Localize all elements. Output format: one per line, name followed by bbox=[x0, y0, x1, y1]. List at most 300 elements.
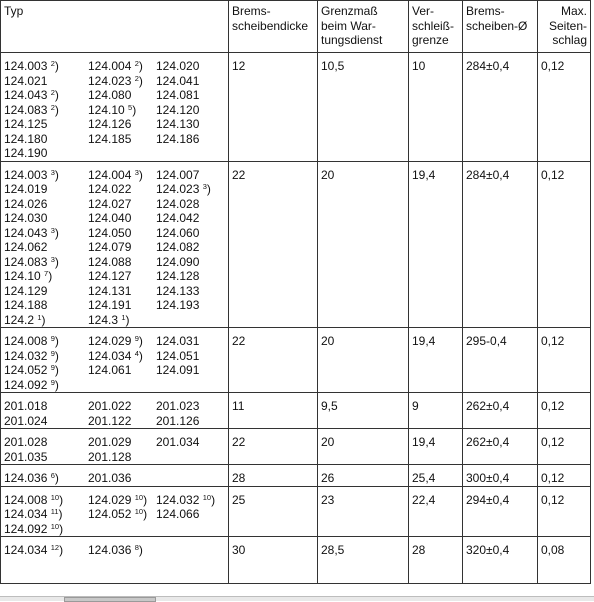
type-code bbox=[4, 450, 88, 465]
type-list bbox=[4, 334, 225, 392]
footnote-marker: 11 bbox=[50, 507, 59, 516]
type-code bbox=[4, 226, 88, 241]
table-row bbox=[1, 161, 591, 328]
type-code bbox=[156, 255, 226, 270]
type-code-number: 124.007 bbox=[156, 167, 200, 182]
cell-versch: 9 bbox=[409, 393, 463, 429]
cell-dicke: 11 bbox=[229, 393, 318, 429]
footnote-marker: 10 bbox=[134, 492, 144, 502]
cell-grenz: 26 bbox=[318, 465, 409, 487]
type-code bbox=[88, 168, 156, 183]
type-code-number: 124.040 bbox=[88, 211, 132, 225]
type-code bbox=[4, 132, 88, 147]
type-code bbox=[88, 435, 156, 450]
footnote-paren: ) bbox=[211, 492, 216, 507]
cell-grenz: 20 bbox=[318, 328, 409, 393]
table-body bbox=[1, 53, 591, 584]
footnote-paren: ) bbox=[54, 225, 59, 240]
footnote-paren: ) bbox=[138, 73, 143, 88]
type-code bbox=[4, 197, 88, 212]
type-code bbox=[156, 284, 226, 299]
type-code bbox=[88, 103, 156, 118]
footnote-paren: ) bbox=[138, 59, 143, 73]
footnote-paren: ) bbox=[54, 167, 59, 182]
footnote-paren: ) bbox=[138, 543, 143, 557]
type-code bbox=[88, 334, 156, 349]
type-code bbox=[88, 298, 156, 313]
type-code bbox=[4, 88, 88, 103]
type-code-number: 201.023 bbox=[156, 399, 200, 413]
type-code bbox=[88, 471, 156, 486]
type-code bbox=[156, 269, 226, 284]
type-code bbox=[4, 59, 88, 74]
type-code-number: 124.003 bbox=[4, 59, 48, 73]
footnote-marker: 8 bbox=[134, 543, 139, 552]
type-code bbox=[4, 543, 88, 558]
header-typ-label: Typ bbox=[4, 4, 24, 18]
table-row bbox=[1, 486, 591, 537]
footnote-paren: ) bbox=[143, 492, 148, 507]
cell-grenz: 20 bbox=[318, 161, 409, 328]
type-code-number: 124.185 bbox=[88, 131, 132, 146]
type-list-cell bbox=[1, 537, 229, 584]
header-schlag bbox=[538, 1, 591, 53]
type-code bbox=[88, 211, 156, 226]
type-code-number: 124.083 bbox=[4, 102, 48, 117]
type-code bbox=[4, 182, 88, 197]
header-versch bbox=[409, 1, 463, 53]
type-code bbox=[156, 298, 226, 313]
type-code-number: 124.036 bbox=[4, 471, 48, 485]
type-code-number: 124.130 bbox=[156, 117, 200, 131]
cell-grenz: 10,5 bbox=[318, 53, 409, 162]
type-code-number: 124.032 bbox=[156, 492, 200, 507]
footnote-marker: 1 bbox=[121, 312, 126, 322]
footnote-marker: 5 bbox=[128, 102, 133, 112]
header-typ bbox=[1, 1, 229, 53]
footnote-paren: ) bbox=[206, 182, 211, 196]
type-code bbox=[156, 435, 226, 450]
type-code bbox=[4, 378, 88, 393]
footnote-marker: 6 bbox=[50, 471, 55, 480]
footnote-marker: 2 bbox=[50, 59, 55, 68]
cell-dicke: 25 bbox=[229, 486, 318, 537]
type-code bbox=[88, 88, 156, 103]
footnote-marker: 9 bbox=[50, 377, 55, 387]
type-code bbox=[4, 363, 88, 378]
type-code-number: 124.079 bbox=[88, 240, 132, 254]
cell-versch: 19,4 bbox=[409, 161, 463, 328]
type-code bbox=[156, 226, 226, 241]
type-code-number: 201.122 bbox=[88, 413, 132, 428]
type-code-number: 124.031 bbox=[156, 334, 200, 348]
type-code-number: 201.035 bbox=[4, 449, 48, 464]
type-code-number: 124.052 bbox=[88, 507, 132, 521]
type-code bbox=[4, 284, 88, 299]
cell-versch: 25,4 bbox=[409, 465, 463, 487]
type-code-number: 124.10 bbox=[88, 102, 125, 117]
footnote-paren: ) bbox=[41, 312, 46, 327]
type-list bbox=[4, 493, 225, 537]
cell-dicke: 22 bbox=[229, 429, 318, 465]
footnote-marker: 10 bbox=[50, 492, 60, 502]
header-versch-line: grenze bbox=[412, 33, 449, 47]
footnote-marker: 10 bbox=[134, 507, 144, 516]
type-code bbox=[4, 414, 88, 429]
type-code-number: 124.028 bbox=[156, 196, 200, 211]
table-row bbox=[1, 429, 591, 465]
type-code bbox=[4, 471, 88, 486]
type-list-cell bbox=[1, 328, 229, 393]
type-code bbox=[4, 522, 88, 537]
cell-schlag: 0,12 bbox=[538, 486, 591, 537]
footnote-marker: 2 bbox=[50, 102, 55, 112]
cell-versch: 10 bbox=[409, 53, 463, 162]
footnote-paren: ) bbox=[125, 312, 130, 327]
table-row bbox=[1, 53, 591, 162]
type-list-cell bbox=[1, 486, 229, 537]
type-code-number: 124.030 bbox=[4, 211, 48, 225]
type-code-number: 124.008 bbox=[4, 334, 48, 348]
cell-durch: 284±0,4 bbox=[463, 53, 538, 162]
type-code-number: 124.032 bbox=[4, 348, 48, 363]
type-code bbox=[156, 182, 226, 197]
header-dicke bbox=[229, 1, 318, 53]
type-code-number: 201.028 bbox=[4, 435, 48, 449]
footnote-marker: 12 bbox=[50, 543, 60, 552]
type-code-number: 124.027 bbox=[88, 196, 132, 211]
cell-grenz: 9,5 bbox=[318, 393, 409, 429]
type-code-number: 124.004 bbox=[88, 167, 132, 182]
footnote-marker: 3 bbox=[134, 167, 139, 177]
type-code-number: 124.188 bbox=[4, 298, 48, 312]
type-code-number: 124.066 bbox=[156, 507, 200, 521]
type-code-number: 124.193 bbox=[156, 298, 200, 312]
footnote-paren: ) bbox=[54, 102, 59, 117]
cell-versch: 19,4 bbox=[409, 429, 463, 465]
type-code-number: 124.020 bbox=[156, 59, 200, 73]
footnote-paren: ) bbox=[54, 471, 59, 485]
footnote-marker: 9 bbox=[50, 363, 55, 372]
type-code-number: 201.024 bbox=[4, 413, 48, 428]
cell-schlag: 0,12 bbox=[538, 429, 591, 465]
type-code-number: 124.083 bbox=[4, 254, 48, 269]
type-code-number: 124.004 bbox=[88, 59, 132, 73]
footnote-marker: 9 bbox=[134, 334, 139, 343]
footnote-marker: 2 bbox=[134, 73, 139, 83]
type-code-number: 124.128 bbox=[156, 269, 200, 283]
type-code-number: 124.029 bbox=[88, 334, 132, 348]
type-code-number: 124.034 bbox=[88, 348, 132, 363]
type-code bbox=[88, 117, 156, 132]
type-code bbox=[4, 146, 88, 161]
footnote-marker: 10 bbox=[202, 492, 212, 502]
cell-durch: 262±0,4 bbox=[463, 393, 538, 429]
type-code-number: 124.131 bbox=[88, 283, 132, 298]
type-code bbox=[4, 117, 88, 132]
type-code bbox=[156, 103, 226, 118]
footnote-marker: 3 bbox=[202, 182, 207, 191]
type-code-number: 124.008 bbox=[4, 492, 48, 507]
cell-versch: 19,4 bbox=[409, 328, 463, 393]
table-row bbox=[1, 393, 591, 429]
type-code bbox=[88, 284, 156, 299]
cell-schlag: 0,12 bbox=[538, 393, 591, 429]
cell-schlag: 0,12 bbox=[538, 161, 591, 328]
type-code bbox=[156, 493, 226, 508]
type-code bbox=[4, 168, 88, 183]
type-code-number: 124.052 bbox=[4, 363, 48, 377]
type-code-number: 124.021 bbox=[4, 73, 48, 88]
type-code bbox=[88, 507, 156, 522]
type-code-number: 124.092 bbox=[4, 377, 48, 392]
type-code-number: 124.120 bbox=[156, 102, 200, 117]
type-list-cell bbox=[1, 161, 229, 328]
type-code-number: 124.043 bbox=[4, 88, 48, 102]
footnote-paren: ) bbox=[54, 88, 59, 102]
header-versch-line: schleiß- bbox=[412, 18, 455, 33]
type-code-number: 124.186 bbox=[156, 131, 200, 146]
type-code-number: 124.034 bbox=[4, 543, 48, 557]
header-durch bbox=[463, 1, 538, 53]
type-code bbox=[4, 103, 88, 118]
header-durch-line: scheiben-Ø bbox=[466, 18, 528, 33]
cell-dicke: 28 bbox=[229, 465, 318, 487]
type-code bbox=[4, 399, 88, 414]
type-code bbox=[156, 117, 226, 132]
footnote-marker: 9 bbox=[50, 334, 55, 343]
footnote-paren: ) bbox=[59, 492, 64, 507]
type-list-cell bbox=[1, 465, 229, 487]
footnote-marker: 2 bbox=[134, 59, 139, 68]
type-code-number: 201.126 bbox=[156, 413, 200, 428]
footnote-paren: ) bbox=[54, 377, 59, 392]
type-code-number: 124.126 bbox=[88, 117, 132, 131]
cell-versch: 28 bbox=[409, 537, 463, 584]
header-grenz-line: Grenzmaß bbox=[321, 4, 378, 18]
type-code-number: 124.003 bbox=[4, 167, 48, 182]
type-code bbox=[156, 211, 226, 226]
type-code bbox=[88, 313, 156, 328]
type-list bbox=[4, 399, 225, 428]
type-code bbox=[4, 255, 88, 270]
footnote-marker: 1 bbox=[37, 312, 42, 322]
type-code-number: 124.190 bbox=[4, 146, 48, 160]
footnote-paren: ) bbox=[138, 348, 143, 363]
header-schlag-line: Seiten- bbox=[548, 18, 587, 33]
type-code-number: 124.092 bbox=[4, 521, 48, 536]
type-code-number: 201.022 bbox=[88, 399, 132, 413]
type-code bbox=[156, 507, 226, 522]
type-code bbox=[4, 435, 88, 450]
type-list bbox=[4, 471, 225, 486]
table-row bbox=[1, 328, 591, 393]
type-code-number: 124.090 bbox=[156, 254, 200, 269]
type-code-number: 124.023 bbox=[88, 73, 132, 88]
table-row bbox=[1, 465, 591, 487]
type-code bbox=[156, 168, 226, 183]
type-code bbox=[156, 399, 226, 414]
type-code-number: 201.029 bbox=[88, 435, 132, 449]
cell-versch: 22,4 bbox=[409, 486, 463, 537]
type-list-cell bbox=[1, 429, 229, 465]
type-code bbox=[88, 240, 156, 255]
cell-schlag: 0,12 bbox=[538, 328, 591, 393]
type-code-number: 124.061 bbox=[88, 363, 132, 377]
header-grenz-line: tungsdienst bbox=[321, 33, 383, 47]
type-code-number: 124.019 bbox=[4, 182, 48, 196]
type-code bbox=[156, 240, 226, 255]
cell-schlag: 0,08 bbox=[538, 537, 591, 584]
type-code-number: 124.026 bbox=[4, 196, 48, 211]
type-code-number: 124.133 bbox=[156, 283, 200, 298]
type-code bbox=[88, 182, 156, 197]
type-code bbox=[88, 132, 156, 147]
type-code-number: 124.129 bbox=[4, 283, 48, 298]
type-list bbox=[4, 59, 225, 161]
cell-grenz: 20 bbox=[318, 429, 409, 465]
type-code-number: 124.082 bbox=[156, 240, 200, 254]
footnote-paren: ) bbox=[48, 269, 53, 283]
type-code bbox=[4, 240, 88, 255]
cell-grenz: 23 bbox=[318, 486, 409, 537]
cell-dicke: 30 bbox=[229, 537, 318, 584]
footnote-marker: 4 bbox=[134, 348, 139, 358]
type-code bbox=[88, 363, 156, 378]
type-code-number: 124.023 bbox=[156, 182, 200, 196]
type-code bbox=[4, 269, 88, 284]
type-list-cell bbox=[1, 393, 229, 429]
type-code bbox=[88, 543, 156, 558]
type-code-number: 124.2 bbox=[4, 312, 35, 327]
type-code-number: 201.018 bbox=[4, 399, 48, 413]
type-code-number: 124.125 bbox=[4, 117, 48, 131]
type-code-number: 124.062 bbox=[4, 240, 48, 254]
cell-durch: 262±0,4 bbox=[463, 429, 538, 465]
type-code bbox=[4, 298, 88, 313]
type-list bbox=[4, 543, 225, 558]
type-code bbox=[4, 349, 88, 364]
cell-schlag: 0,12 bbox=[538, 465, 591, 487]
footnote-marker: 3 bbox=[50, 254, 55, 264]
type-code bbox=[88, 255, 156, 270]
type-code bbox=[156, 88, 226, 103]
footnote-paren: ) bbox=[132, 102, 137, 117]
type-code-number: 201.034 bbox=[156, 435, 200, 449]
type-code-number: 124.127 bbox=[88, 269, 132, 283]
type-code bbox=[88, 399, 156, 414]
type-code-number: 124.081 bbox=[156, 88, 200, 102]
footnote-paren: ) bbox=[54, 348, 59, 363]
footnote-marker: 3 bbox=[50, 167, 55, 177]
type-code bbox=[88, 349, 156, 364]
footnote-paren: ) bbox=[59, 543, 64, 557]
footnote-paren: ) bbox=[54, 363, 59, 377]
type-code bbox=[4, 313, 88, 328]
type-list-cell bbox=[1, 53, 229, 162]
type-code-number: 124.036 bbox=[88, 543, 132, 557]
type-code-number: 124.3 bbox=[88, 312, 119, 327]
type-code-number: 201.128 bbox=[88, 449, 132, 464]
footnote-marker: 2 bbox=[50, 88, 55, 97]
type-code bbox=[88, 197, 156, 212]
footnote-paren: ) bbox=[59, 521, 64, 536]
type-code bbox=[156, 197, 226, 212]
footnote-paren: ) bbox=[54, 334, 59, 348]
type-code bbox=[156, 363, 226, 378]
header-versch-line: Ver- bbox=[412, 4, 435, 18]
type-code bbox=[156, 74, 226, 89]
footnote-paren: ) bbox=[143, 507, 148, 521]
type-code bbox=[88, 414, 156, 429]
type-code-number: 124.180 bbox=[4, 131, 48, 146]
type-code bbox=[156, 59, 226, 74]
type-code bbox=[88, 226, 156, 241]
type-code-number: 124.050 bbox=[88, 225, 132, 240]
type-code-number: 201.036 bbox=[88, 471, 132, 485]
header-dicke-line: Brems- bbox=[232, 4, 271, 18]
type-code-number: 124.051 bbox=[156, 348, 200, 363]
footnote-marker: 10 bbox=[50, 521, 60, 531]
header-row bbox=[1, 1, 591, 53]
cell-dicke: 22 bbox=[229, 161, 318, 328]
header-schlag-line: Max. bbox=[560, 4, 587, 18]
type-list bbox=[4, 168, 225, 328]
type-code bbox=[156, 414, 226, 429]
footnote-paren: ) bbox=[138, 334, 143, 348]
header-grenz bbox=[318, 1, 409, 53]
type-code bbox=[88, 450, 156, 465]
type-code-number: 124.029 bbox=[88, 492, 132, 507]
type-code-number: 124.022 bbox=[88, 182, 132, 196]
type-code bbox=[88, 269, 156, 284]
type-code-number: 124.041 bbox=[156, 73, 200, 88]
type-code bbox=[4, 334, 88, 349]
footnote-paren: ) bbox=[54, 254, 59, 269]
cell-durch: 284±0,4 bbox=[463, 161, 538, 328]
type-code bbox=[4, 74, 88, 89]
cell-dicke: 22 bbox=[229, 328, 318, 393]
footnote-paren: ) bbox=[58, 507, 63, 521]
footnote-marker: 7 bbox=[44, 269, 49, 278]
cell-durch: 295-0,4 bbox=[463, 328, 538, 393]
cell-durch: 300±0,4 bbox=[463, 465, 538, 487]
footnote-marker: 9 bbox=[50, 348, 55, 358]
header-dicke-line: scheibendicke bbox=[232, 18, 309, 33]
cell-durch: 294±0,4 bbox=[463, 486, 538, 537]
cell-durch: 320±0,4 bbox=[463, 537, 538, 584]
type-code-number: 124.060 bbox=[156, 225, 200, 240]
type-code bbox=[156, 132, 226, 147]
type-code bbox=[156, 334, 226, 349]
type-list bbox=[4, 435, 225, 464]
horizontal-scrollbar[interactable] bbox=[0, 596, 594, 601]
type-code-number: 124.080 bbox=[88, 88, 132, 102]
type-code bbox=[88, 59, 156, 74]
cell-schlag: 0,12 bbox=[538, 53, 591, 162]
type-code-number: 124.034 bbox=[4, 507, 48, 521]
type-code-number: 124.088 bbox=[88, 254, 132, 269]
type-code-number: 124.043 bbox=[4, 225, 48, 240]
type-code bbox=[156, 349, 226, 364]
type-code bbox=[4, 211, 88, 226]
type-code bbox=[4, 507, 88, 522]
type-code-number: 124.091 bbox=[156, 363, 200, 377]
table-row bbox=[1, 537, 591, 584]
header-grenz-line: beim War- bbox=[321, 18, 376, 33]
type-code-number: 124.042 bbox=[156, 211, 200, 225]
cell-grenz: 28,5 bbox=[318, 537, 409, 584]
